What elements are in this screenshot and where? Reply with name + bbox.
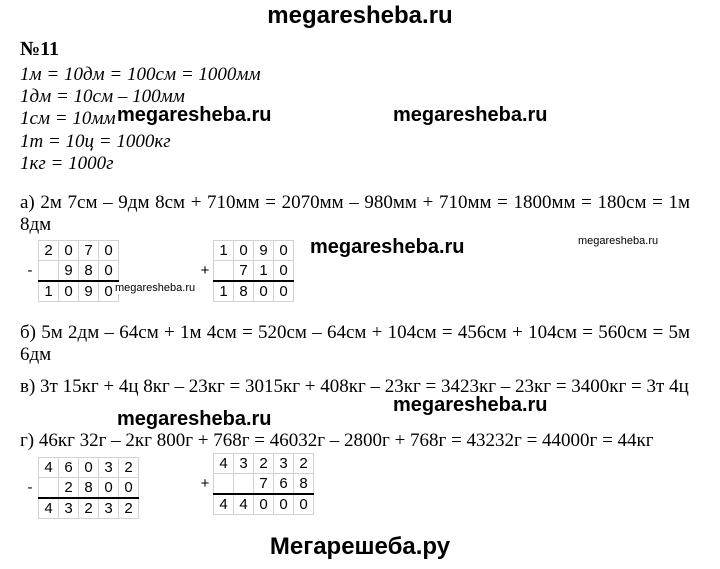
digit-cell: 0 [234,241,254,261]
digit-cell: 1 [214,281,234,302]
digit-cell: 0 [99,241,119,261]
digit-cell: 8 [234,281,254,302]
digit-cell: 4 [39,458,59,478]
digit-cell [214,474,234,495]
digit-cell: 0 [79,458,99,478]
digit-cell [197,241,214,261]
solution-b: б) 5м 2дм – 64см + 1м 4см = 520см – 64см + 104см = 456см + 104см = 560см = 5м 6дм [20,322,690,365]
digit-cell [22,458,39,478]
site-header: megaresheba.ru [267,2,453,29]
digit-cell: 0 [274,494,294,515]
digit-cell: 3 [234,454,254,474]
digit-cell: 9 [79,281,99,302]
watermark: megaresheba.ru [117,408,272,430]
digit-cell: 6 [274,474,294,495]
digit-cell: 0 [254,281,274,302]
conversion-line-5: 1кг = 1000г [20,153,114,174]
column-subtraction-a [22,240,119,302]
digit-cell: 7 [254,474,274,495]
digit-cell [214,261,234,282]
digit-cell [234,474,254,495]
conversion-line-3: 1см = 10мм [20,108,116,129]
watermark: megaresheba.ru [115,282,196,294]
digit-cell: 0 [294,494,314,515]
watermark: megaresheba.ru [393,394,548,416]
digit-cell: 7 [234,261,254,282]
digit-cell [197,454,214,474]
digit-cell: 0 [59,241,79,261]
digit-cell: 9 [59,261,79,282]
solution-v: в) 3т 15кг + 4ц 8кг – 23кг = 3015кг + 408кг – 23кг = 3423кг – 23кг = 3400кг = 3т 4ц [20,376,689,397]
watermark: megaresheba.ru [310,236,465,258]
digit-cell [39,261,59,282]
digit-cell: 0 [274,261,294,282]
digit-cell: 9 [254,241,274,261]
digit-cell: 8 [79,478,99,499]
digit-cell: 4 [214,494,234,515]
digit-cell: 4 [234,494,254,515]
digit-cell: 0 [99,261,119,282]
column-subtraction-g [22,457,139,519]
digit-cell [22,498,39,519]
digit-cell: 0 [119,478,139,499]
column-addition-g [197,453,314,515]
digit-cell: + [200,262,210,280]
digit-cell: 8 [294,474,314,495]
digit-cell [22,281,39,302]
digit-cell: 0 [254,494,274,515]
digit-cell: 0 [274,281,294,302]
digit-cell [39,478,59,499]
digit-cell: 8 [79,261,99,282]
digit-cell [197,281,214,302]
watermark: megaresheba.ru [578,235,659,247]
digit-cell: 1 [214,241,234,261]
digit-cell: - [27,262,33,280]
column-addition-a [197,240,294,302]
digit-cell: 2 [294,454,314,474]
solution-a: а) 2м 7см – 9дм 8см + 710мм = 2070мм – 980мм + 710мм = 1800мм = 180см = 1м 8дм [20,192,690,235]
conversion-line-2: 1дм = 10см – 100мм [20,86,185,107]
conversion-line-1: 1м = 10дм = 100см = 1000мм [20,64,261,85]
digit-cell [197,494,214,515]
digit-cell: 2 [79,498,99,519]
digit-cell: 3 [99,498,119,519]
digit-cell: - [27,479,33,497]
digit-cell: 2 [39,241,59,261]
digit-cell: 3 [59,498,79,519]
digit-cell: 0 [274,241,294,261]
digit-cell: 4 [214,454,234,474]
task-number: №11 [20,38,59,60]
digit-cell: 1 [254,261,274,282]
digit-cell: 1 [39,281,59,302]
digit-cell: 0 [99,281,119,302]
digit-cell: 3 [274,454,294,474]
digit-cell: 2 [119,458,139,478]
digit-cell: 2 [254,454,274,474]
sign-minus [22,241,39,261]
digit-cell: 6 [59,458,79,478]
conversion-line-4: 1т = 10ц = 1000кг [20,131,171,152]
digit-cell: 0 [99,478,119,499]
watermark: megaresheba.ru [117,104,272,126]
watermark: megaresheba.ru [393,104,548,126]
digit-cell: 2 [119,498,139,519]
digit-cell: 3 [99,458,119,478]
site-footer: Мегарешеба.ру [269,533,451,560]
digit-cell: 2 [59,478,79,499]
digit-cell: + [200,475,210,493]
solution-g: г) 46кг 32г – 2кг 800г + 768г = 46032г – 2800г + 768г = 43232г = 44000г = 44кг [20,430,654,451]
digit-cell: 7 [79,241,99,261]
digit-cell: 4 [39,498,59,519]
digit-cell: 0 [59,281,79,302]
